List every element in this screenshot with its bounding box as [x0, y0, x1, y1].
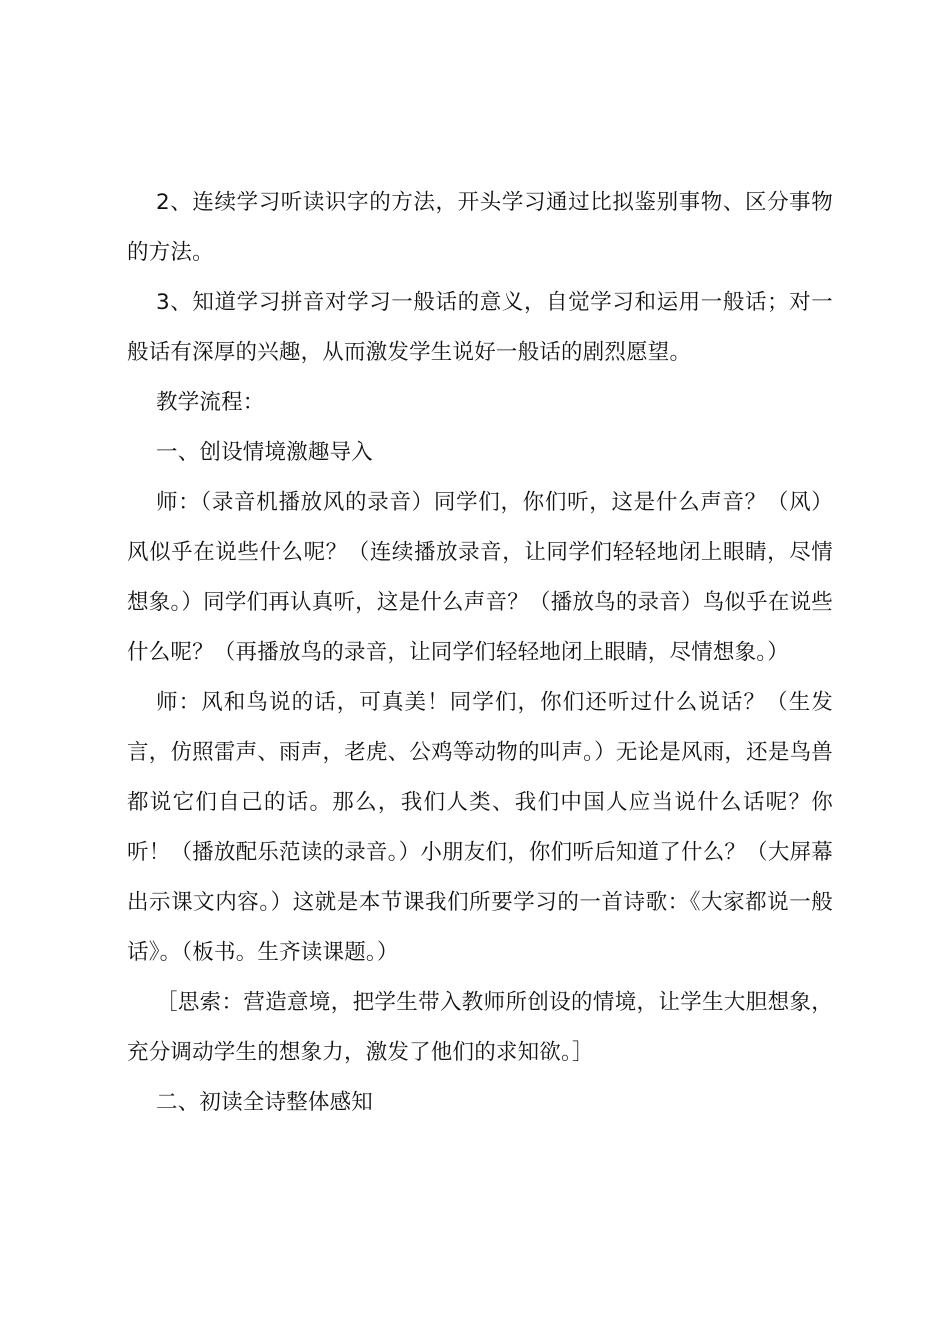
document-page	[127, 178, 833, 1128]
reflection-paragraph: ［思索：营造意境，把学生带入教师所创设的情境，让学生大胆想象，充分调动学生的想象力，激发了他们的求知欲。］	[127, 990, 833, 1065]
objective-3-paragraph: 3、知道学习拼音对学习一般话的意义，自觉学习和运用一般话；对一般话有深厚的兴趣，从而激发学生说好一般话的剧烈愿望。	[127, 290, 833, 365]
section-1-heading: 一、创设情境激趣导入	[156, 440, 374, 465]
objective-2-paragraph: 2、连续学习听读识字的方法，开头学习通过比拟鉴别事物、区分事物的方法。	[127, 190, 833, 265]
teacher-paragraph-2: 师：风和鸟说的话，可真美！同学们，你们还听过什么说话？（生发言，仿照雷声、雨声，老虎、公鸡等动物的叫声。）无论是风雨，还是鸟兽都说它们自己的话。那么，我们人类、我们中国人应当说什么话呢？你听！（播放配乐范读的录音。）小朋友们，你们听后知道了什么？（大屏幕出示课文内容。）这就是本节课我们所要学习的一首诗歌：《大家都说一般话》。（板书。生齐读课题。）	[127, 690, 833, 965]
section-2-heading: 二、初读全诗整体感知	[156, 1090, 374, 1115]
teaching-process-heading: 教学流程：	[156, 390, 265, 415]
teacher-paragraph-1: 师：（录音机播放风的录音）同学们，你们听，这是什么声音？（风）风似乎在说些什么呢？（连续播放录音，让同学们轻轻地闭上眼睛，尽情想象。）同学们再认真听，这是什么声音？（播放鸟的录音）鸟似乎在说些什么呢？（再播放鸟的录音，让同学们轻轻地闭上眼睛，尽情想象。）	[127, 490, 833, 665]
